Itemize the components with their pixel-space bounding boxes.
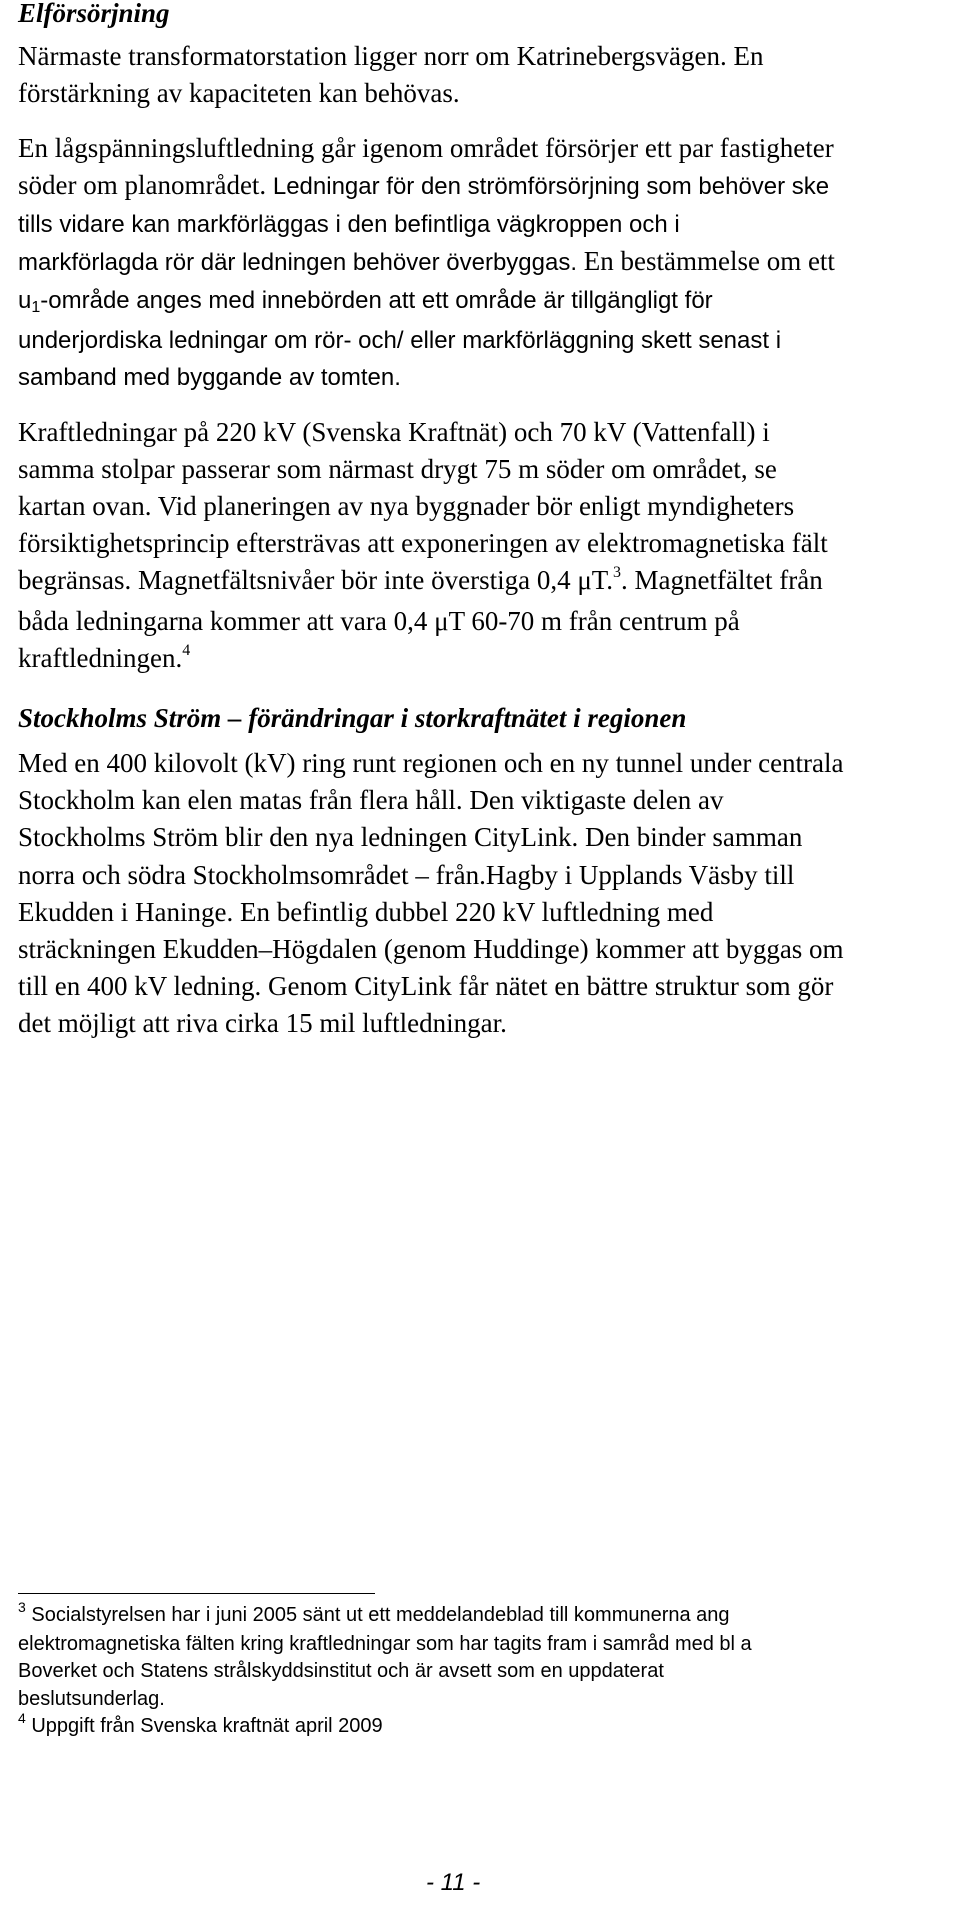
text-line: Med en 400 kilovolt (kV) ring runt regionen och en ny tunnel under centrala — [18, 748, 844, 778]
text-line: försiktighetsprincip eftersträvas att exponeringen av elektromagnetiska fält — [18, 528, 828, 558]
footnote-text: Boverket och Statens strålskyddsinstitut och är avsett som en uppdaterat — [18, 1660, 664, 1682]
footnote-divider — [18, 1593, 375, 1594]
section-heading: Elförsörjning — [18, 0, 170, 28]
paragraph-transformer — [18, 38, 948, 112]
text-span: Ledningar för den strömförsörjning som behöver ske — [272, 173, 830, 200]
footnote-ref-4: 4 — [182, 642, 191, 659]
paragraph-citylink — [18, 745, 948, 1043]
text-line: till en 400 kV ledning. Genom CityLink får nätet en bättre struktur som gör — [18, 971, 834, 1002]
text-span: söder om planområdet. — [18, 170, 267, 200]
text-line: förstärkning av kapaciteten kan behövas. — [18, 78, 460, 108]
text-line: det möjligt att riva cirka 15 mil luftledningar. — [18, 1008, 507, 1039]
paragraph-low-voltage — [18, 130, 948, 396]
text-line: samband med byggande av tomten. — [18, 364, 401, 391]
text-line: norra och södra Stockholmsområdet – från.Hagby i Upplands Väsby till — [18, 859, 795, 890]
text-line: Närmaste transformatorstation ligger norr om Katrinebergsvägen. En — [18, 41, 764, 71]
text-line: kartan ovan. Vid planeringen av nya byggnader bör enligt myndigheters — [18, 491, 795, 521]
text-span: u — [18, 287, 32, 314]
text-line: Kraftledningar på 220 kV (Svenska Kraftnät) och 70 kV (Vattenfall) i — [18, 417, 770, 447]
footnote-text: Socialstyrelsen har i juni 2005 sänt ut ett meddelandeblad till kommunerna ang — [31, 1604, 730, 1626]
footnote-marker-4: 4 — [18, 1710, 26, 1726]
text-span: En bestämmelse om ett — [583, 246, 835, 276]
text-line: Stockholm kan elen matas från flera håll. Den viktigaste delen av — [18, 785, 724, 816]
text-line: underjordiska ledningar om rör- och/ eller markförläggning skett senast i — [18, 327, 782, 354]
footnote-ref-3: 3 — [613, 564, 622, 581]
text-span: begränsas. Magnetfältsnivåer bör inte överstiga 0,4 μT. — [18, 565, 614, 595]
text-line: tills vidare kan markförläggas i den befintliga vägkroppen och i — [18, 211, 680, 238]
text-span: markförlagda rör där ledningen behöver överbyggas. — [18, 249, 577, 276]
text-span: . Magnetfältet från — [621, 565, 823, 595]
subheading-stockholms-strom: Stockholms Ström – förändringar i storkraftnätet i regionen — [18, 703, 687, 733]
text-line: sträckningen Ekudden–Högdalen (genom Huddinge) kommer att byggas om — [18, 934, 844, 965]
text-line: Ekudden i Haninge. En befintlig dubbel 220 kV luftledning med — [18, 896, 714, 927]
footnotes — [18, 1599, 948, 1742]
text-span: -område anges med innebörden att ett område är tillgängligt för — [40, 287, 713, 314]
text-line: En lågspänningsluftledning går igenom området försörjer ett par fastigheter — [18, 133, 834, 163]
footnote-marker-3: 3 — [18, 1599, 26, 1615]
text-line: Stockholms Ström blir den nya ledningen CityLink. Den binder samman — [18, 822, 803, 853]
subscript: 1 — [31, 299, 41, 316]
paragraph-power-lines — [18, 414, 948, 681]
text-line: samma stolpar passerar som närmast drygt 75 m söder om området, se — [18, 454, 777, 484]
footnote-text: elektromagnetiska fälten kring kraftledningar som har tagits fram i samråd med bl a — [18, 1632, 752, 1655]
footnote-text: Uppgift från Svenska kraftnät april 2009 — [31, 1715, 383, 1737]
text-span: kraftledningen. — [18, 643, 183, 673]
page-number: - 11 - — [426, 1869, 481, 1896]
footnote-text: beslutsunderlag. — [18, 1687, 165, 1710]
text-line: båda ledningarna kommer att vara 0,4 μT 60-70 m från centrum på — [18, 606, 740, 636]
